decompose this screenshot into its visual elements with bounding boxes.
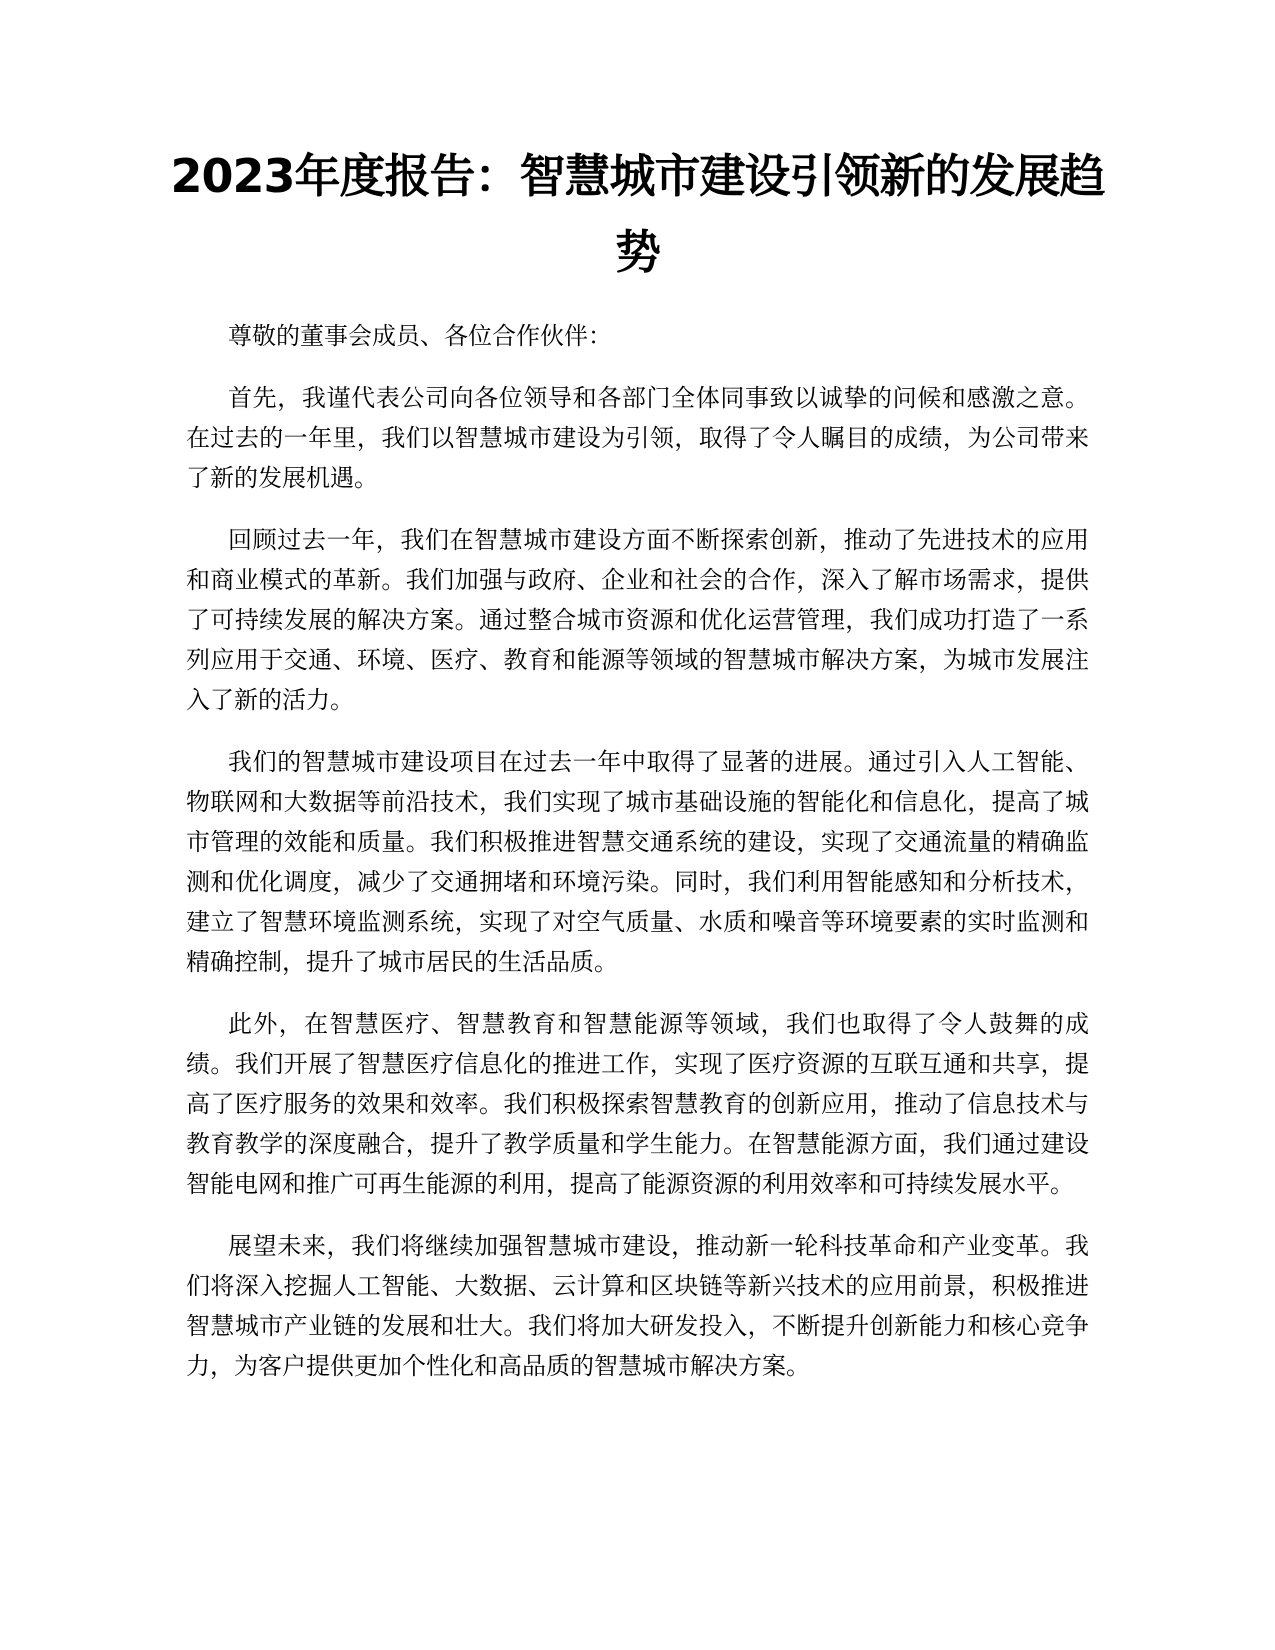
paragraph-4: 此外，在智慧医疗、智慧教育和智慧能源等领域，我们也取得了令人鼓舞的成绩。我们开展了智慧医疗信息化的推进工作，实现了医疗资源的互联互通和共享，提高了医疗服务的效果和效率。我们积极探索智慧教育的创新应用，推动了信息技术与教育教学的深度融合，提升了教学质量和学生能力。在智慧能源方面，我们通过建设智能电网和推广可再生能源的利用，提高了能源资源的利用效率和可持续发展水平。 [186, 1010, 1089, 1198]
paragraph-5: 展望未来，我们将继续加强智慧城市建设，推动新一轮科技革命和产业变革。我们将深入挖掘人工智能、大数据、云计算和区块链等新兴技术的应用前景，积极推进智慧城市产业链的发展和壮大。我们将加大研发投入，不断提升创新能力和核心竞争力，为客户提供更加个性化和高品质的智慧城市解决方案。 [186, 1232, 1089, 1380]
paragraph-3: 我们的智慧城市建设项目在过去一年中取得了显著的进展。通过引入人工智能、物联网和大数据等前沿技术，我们实现了城市基础设施的智能化和信息化，提高了城市管理的效能和质量。我们积极推进智慧交通系统的建设，实现了交通流量的精确监测和优化调度，减少了交通拥堵和环境污染。同时，我们利用智能感知和分析技术，建立了智慧环境监测系统，实现了对空气质量、水质和噪音等环境要素的实时监测和精确控制，提升了城市居民的生活品质。 [186, 748, 1089, 976]
salutation: 尊敬的董事会成员、各位合作伙伴： [228, 322, 612, 350]
paragraph-1: 首先，我谨代表公司向各位领导和各部门全体同事致以诚挚的问候和感激之意。在过去的一年里，我们以智慧城市建设为引领，取得了令人瞩目的成绩，为公司带来了新的发展机遇。 [186, 384, 1089, 492]
document-body [186, 316, 1089, 1408]
document-title: 2023年度报告：智慧城市建设引领新的发展趋势 [170, 149, 1105, 279]
paragraph-2: 回顾过去一年，我们在智慧城市建设方面不断探索创新，推动了先进技术的应用和商业模式的革新。我们加强与政府、企业和社会的合作，深入了解市场需求，提供了可持续发展的解决方案。通过整合城市资源和优化运营管理，我们成功打造了一系列应用于交通、环境、医疗、教育和能源等领域的智慧城市解决方案，为城市发展注入了新的活力。 [186, 526, 1089, 714]
